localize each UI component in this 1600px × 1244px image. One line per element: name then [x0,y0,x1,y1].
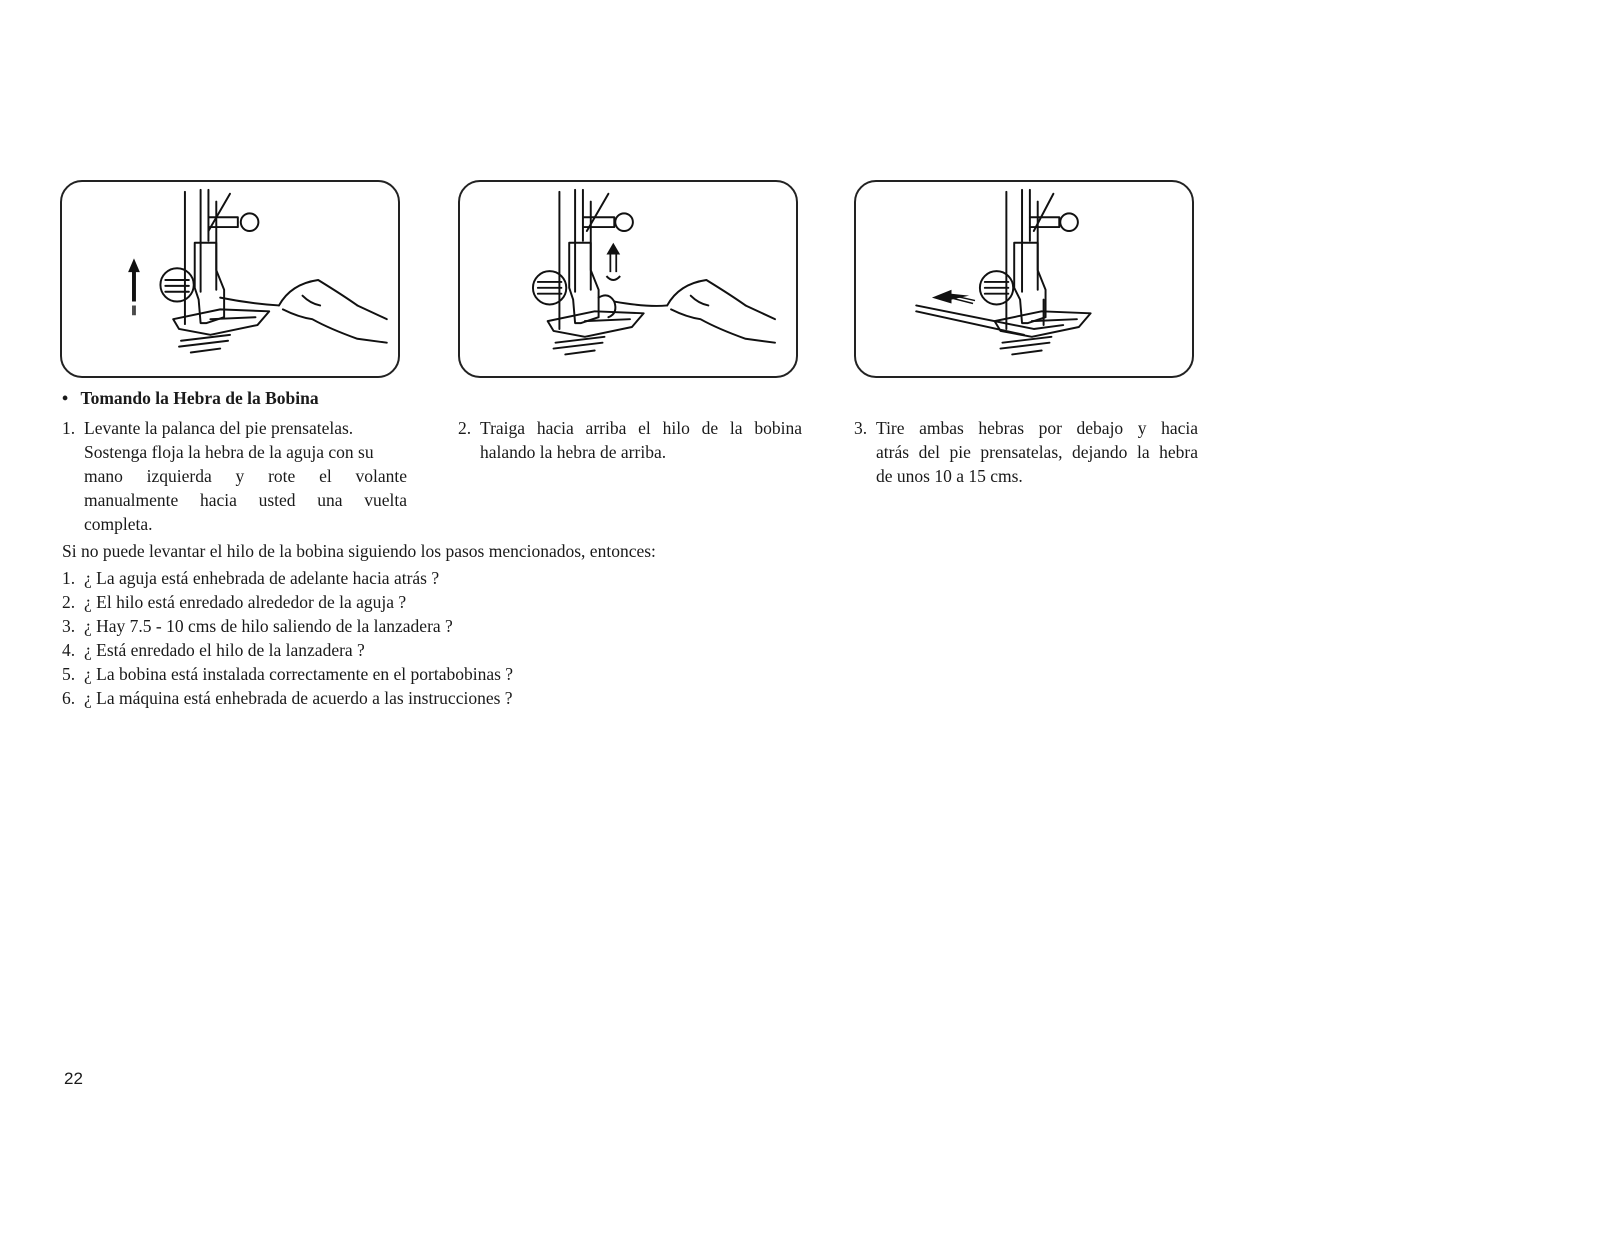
item-number: 1. [62,568,76,588]
up-arrow-icon [128,258,140,315]
sewing-machine-pull-bobbin-thread-illustration [460,182,796,376]
list-item [62,638,513,662]
item-number: 4. [62,640,76,660]
illustration-step-3 [854,180,1194,378]
section-title: Tomando la Hebra de la Bobina [80,388,319,408]
list-item [62,686,513,710]
illustration-step-2 [458,180,798,378]
sewing-machine-pull-threads-back-illustration [856,182,1192,376]
left-arrow-icon [932,290,975,304]
troubleshooting-list [62,566,513,710]
step-1 [62,416,407,536]
step-2 [458,416,802,464]
step-line: mano izquierda y rote el volante [84,466,407,486]
step-line: Levante la palanca del pie prensatelas. [84,418,354,438]
troubleshooting-intro: Si no puede levantar el hilo de la bobina siguiendo los pasos mencionados, entonces: [62,541,656,561]
step-number: 2. [458,418,472,438]
step-number: 1. [62,418,76,438]
list-item [62,566,513,590]
item-number: 2. [62,592,76,612]
item-number: 6. [62,688,76,708]
step-line: halando la hebra de arriba. [480,442,667,462]
step-line: completa. [84,514,153,534]
item-number: 3. [62,616,76,636]
step-line: Tire ambas hebras por debajo y hacia [876,418,1198,438]
step-number: 3. [854,418,868,438]
item-text: ¿ El hilo está enredado alrededor de la aguja ? [84,592,407,612]
item-text: ¿ Hay 7.5 - 10 cms de hilo saliendo de la lanzadera ? [84,616,453,636]
list-item [62,590,513,614]
step-line: manualmente hacia usted una vuelta [84,490,407,510]
list-item [62,662,513,686]
item-text: ¿ La bobina está instalada correctamente en el portabobinas ? [84,664,514,684]
item-number: 5. [62,664,76,684]
curved-up-arrow-icon [606,243,620,280]
illustration-step-1 [60,180,400,378]
item-text: ¿ La máquina está enhebrada de acuerdo a las instrucciones ? [84,688,513,708]
page-number: 22 [64,1069,83,1088]
bullet-marker: • [62,388,69,408]
item-text: ¿ La aguja está enhebrada de adelante hacia atrás ? [84,568,440,588]
step-3 [854,416,1198,488]
item-text: ¿ Está enredado el hilo de la lanzadera ? [84,640,365,660]
sewing-machine-presser-foot-raise-illustration [62,182,398,376]
list-item [62,614,513,638]
step-line: Sostenga floja la hebra de la aguja con su [84,442,374,462]
step-line: atrás del pie prensatelas, dejando la hebra [876,442,1198,462]
section-heading [62,388,319,409]
step-line: de unos 10 a 15 cms. [876,466,1023,486]
step-line: Traiga hacia arriba el hilo de la bobina [480,418,802,438]
